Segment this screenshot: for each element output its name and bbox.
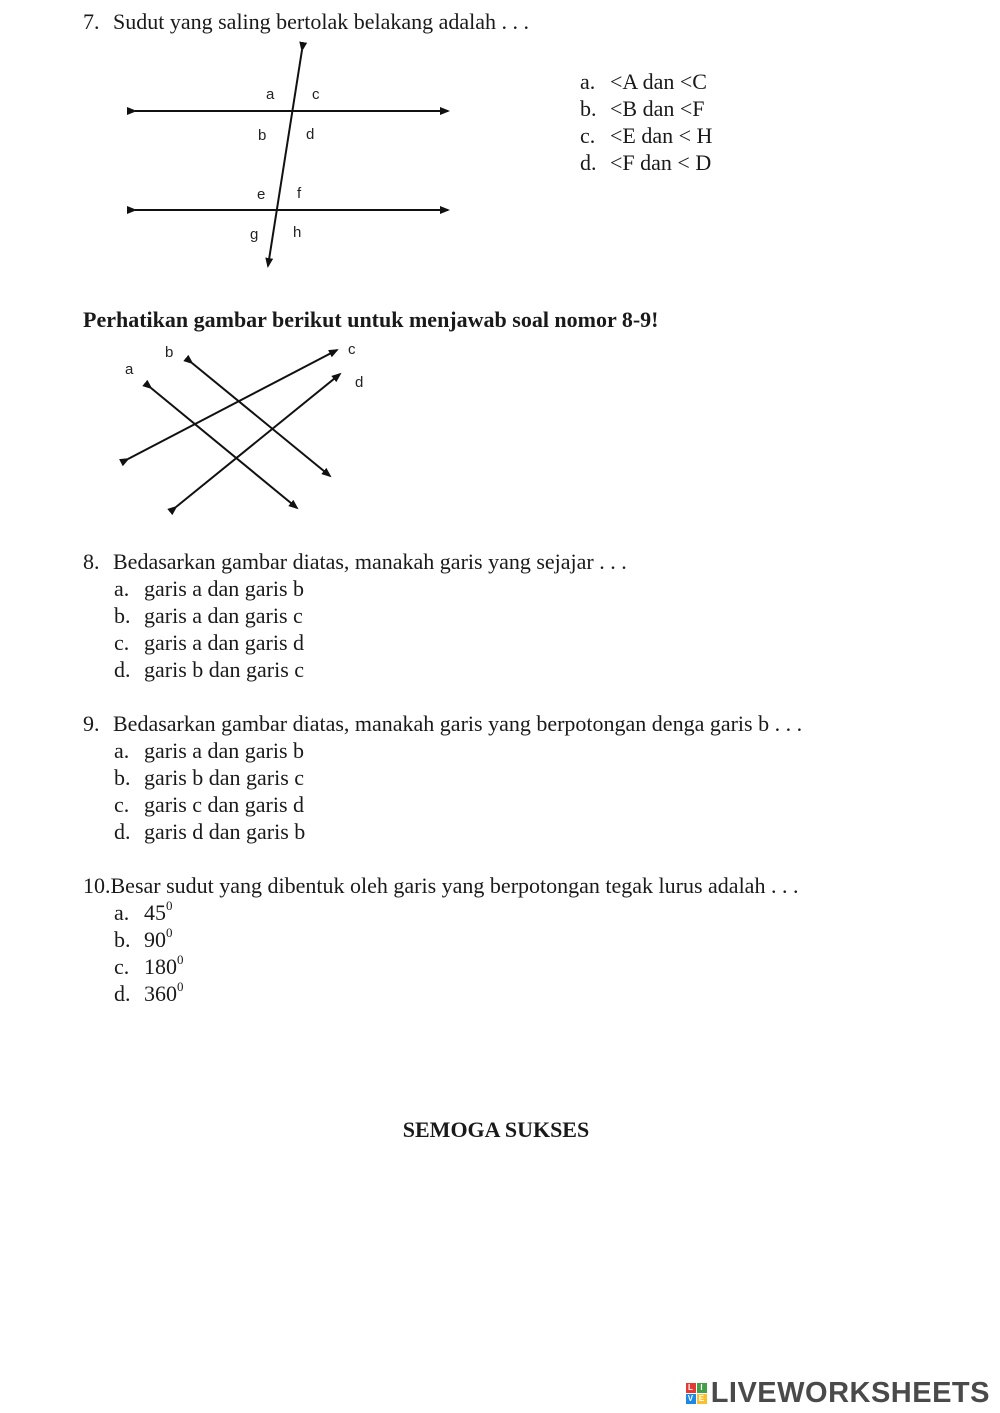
liveworksheets-logo <box>686 1377 990 1410</box>
logo-badge-letter: V <box>686 1394 696 1404</box>
option-d[interactable] <box>114 980 798 1007</box>
option-c[interactable] <box>114 953 798 980</box>
logo-badge-letter: I <box>697 1383 707 1393</box>
line-label-d: d <box>355 374 364 391</box>
question-text: Bedasarkan gambar diatas, manakah garis yang sejajar . . . <box>113 549 627 574</box>
question-8 <box>83 548 627 683</box>
option-letter: c. <box>114 792 130 817</box>
option-letter: a. <box>114 900 130 925</box>
line-b <box>192 363 330 476</box>
degree-superscript: 0 <box>177 952 184 967</box>
degree-superscript: 0 <box>166 898 173 913</box>
line-label-b: b <box>165 344 174 361</box>
question-number: 7. <box>83 9 100 34</box>
line-d <box>176 374 340 507</box>
option-d[interactable] <box>114 818 802 845</box>
option-letter: a. <box>114 576 130 601</box>
option-text: garis c dan garis d <box>144 792 305 817</box>
option-letter: b. <box>114 603 131 628</box>
option-text: garis a dan garis b <box>144 576 305 601</box>
logo-text: LIVEWORKSHEETS <box>710 1377 990 1409</box>
option-text: garis b dan garis c <box>144 765 305 790</box>
option-b[interactable] <box>114 764 802 791</box>
option-a[interactable] <box>114 899 798 926</box>
question-7-options <box>580 68 712 176</box>
option-letter: b. <box>114 765 131 790</box>
option-a[interactable] <box>114 737 802 764</box>
option-b[interactable] <box>114 602 627 629</box>
question-text: Sudut yang saling bertolak belakang adalah . . . <box>113 9 530 34</box>
question-text: Besar sudut yang dibentuk oleh garis yang berpotongan tegak lurus adalah . . . <box>110 873 799 898</box>
angle-label-a: a <box>266 86 275 103</box>
line-c <box>128 350 337 459</box>
logo-badge-icon <box>686 1383 707 1404</box>
option-letter: c. <box>114 630 130 655</box>
degree-superscript: 0 <box>166 925 173 940</box>
option-text: garis a dan garis d <box>144 630 305 655</box>
angle-label-f: f <box>297 185 302 202</box>
question-10 <box>83 872 798 1007</box>
option-letter: c. <box>114 954 130 979</box>
question-number: 10. <box>83 873 111 898</box>
lines-figure <box>0 330 500 520</box>
angle-label-h: h <box>293 224 302 241</box>
option-letter: d. <box>114 981 131 1006</box>
option-value: 180 <box>144 954 177 979</box>
angle-label-b: b <box>258 127 267 144</box>
closing-text: SEMOGA SUKSES <box>402 1117 590 1142</box>
option-letter: d. <box>114 819 131 844</box>
option-b[interactable] <box>114 926 798 953</box>
option-text: garis b dan garis c <box>144 657 305 682</box>
question-text: Bedasarkan gambar diatas, manakah garis yang berpotongan denga garis b . . . <box>113 711 803 736</box>
option-text: garis a dan garis b <box>144 738 305 763</box>
transversal-diagram <box>0 0 1000 300</box>
option-value: 360 <box>144 981 177 1006</box>
question-9 <box>83 710 802 845</box>
option-d[interactable] <box>580 149 712 176</box>
line-label-c: c <box>348 341 356 358</box>
angle-label-d: d <box>306 126 315 143</box>
option-text: garis d dan garis b <box>144 819 306 844</box>
option-letter: b. <box>580 96 597 121</box>
option-letter: c. <box>580 123 596 148</box>
option-d[interactable] <box>114 656 627 683</box>
option-letter: a. <box>114 738 130 763</box>
option-c[interactable] <box>580 122 712 149</box>
line-label-a: a <box>125 361 134 378</box>
option-c[interactable] <box>114 791 802 818</box>
instruction-heading: Perhatikan gambar berikut untuk menjawab soal nomor 8-9! <box>83 307 659 332</box>
option-c[interactable] <box>114 629 627 656</box>
option-value: 90 <box>144 927 166 952</box>
option-text: <B dan <F <box>610 96 705 121</box>
option-a[interactable] <box>580 68 712 95</box>
option-a[interactable] <box>114 575 627 602</box>
option-letter: d. <box>114 657 131 682</box>
question-number: 8. <box>83 549 100 574</box>
option-text: <E dan < H <box>610 123 713 148</box>
option-letter: a. <box>580 69 596 94</box>
option-text: <F dan < D <box>610 150 712 175</box>
line-a <box>151 388 297 508</box>
option-value: 45 <box>144 900 166 925</box>
angle-label-e: e <box>257 186 266 203</box>
angle-label-c: c <box>312 86 320 103</box>
logo-badge-letter: E <box>697 1394 707 1404</box>
option-b[interactable] <box>580 95 712 122</box>
question-number: 9. <box>83 711 100 736</box>
option-text: <A dan <C <box>610 69 707 94</box>
option-text: garis a dan garis c <box>144 603 303 628</box>
angle-label-g: g <box>250 226 259 243</box>
option-letter: b. <box>114 927 131 952</box>
degree-superscript: 0 <box>177 979 184 994</box>
option-letter: d. <box>580 150 597 175</box>
logo-badge-letter: L <box>686 1383 696 1393</box>
